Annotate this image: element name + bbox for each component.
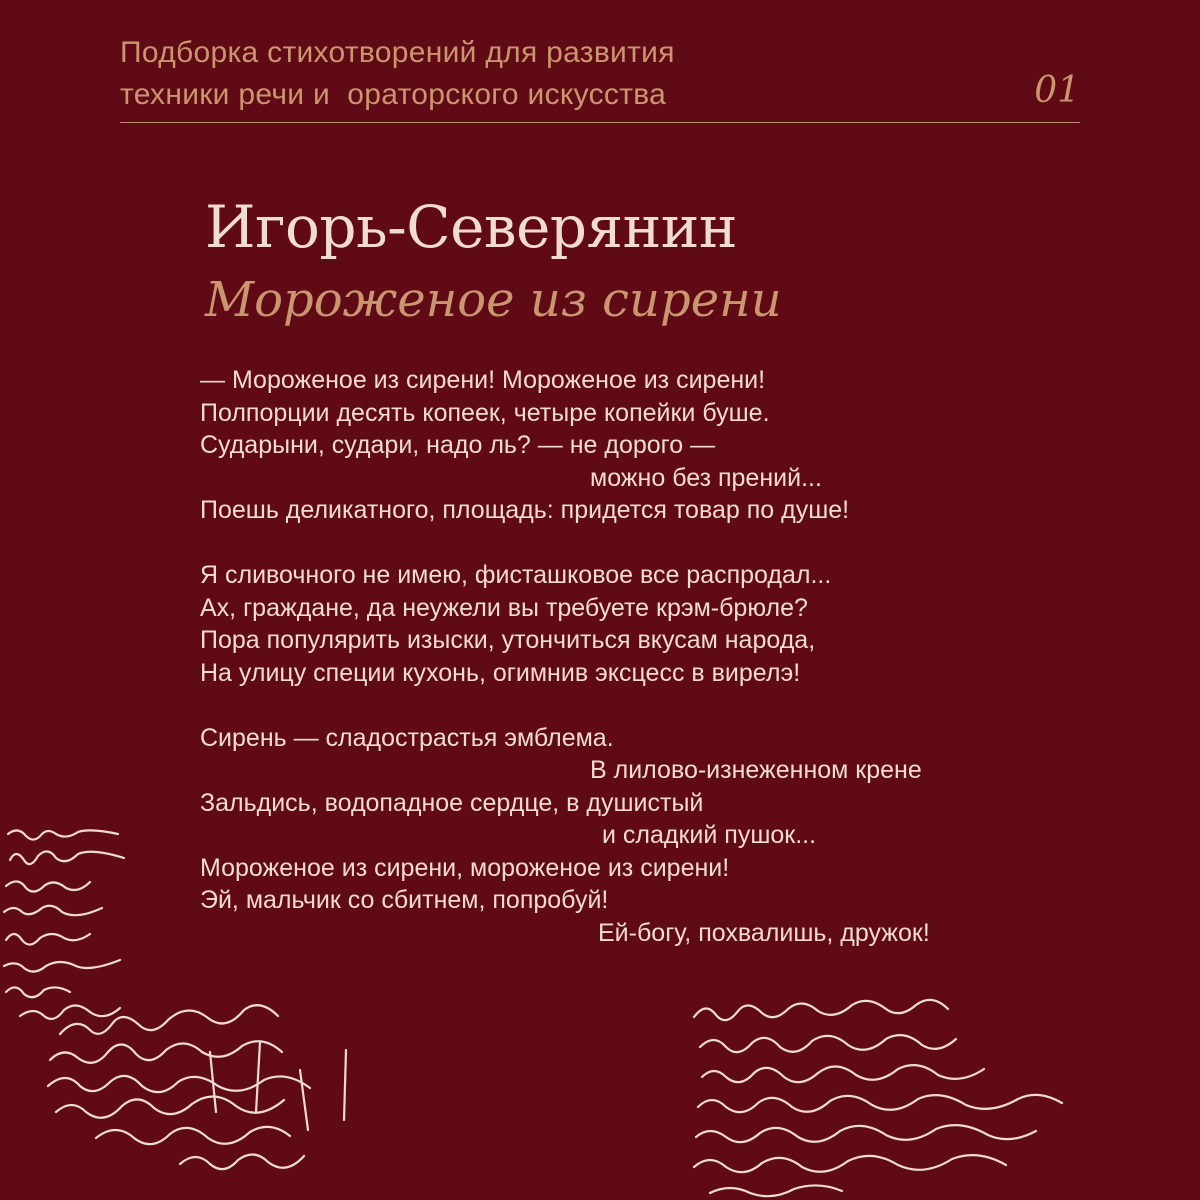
poem-line: Поешь деликатного, площадь: придется товар по душе!	[200, 496, 850, 524]
poem-line: Сударыни, судари, надо ль? — не дорого —	[200, 431, 716, 459]
poem-line: Зальдись, водопадное сердце, в душистый	[200, 788, 704, 817]
handwriting-scribble-left	[0, 820, 420, 1200]
poem-author: Игорь-Северянин	[205, 193, 738, 261]
poem-line: Эй, мальчик со сбитнем, попробуй!	[200, 886, 609, 914]
poem-line: Ей-богу, похвалишь, дружок!	[598, 918, 930, 947]
handwriting-scribble-right	[680, 995, 1190, 1200]
poem-line: — Мороженое из сирени! Мороженое из сирени!	[200, 366, 766, 394]
page-header	[120, 30, 1080, 123]
poem-line: Пора популярить изыски, утончиться вкусам народа,	[200, 626, 816, 654]
collection-title	[120, 32, 675, 116]
page-number: 01	[1034, 70, 1080, 111]
poem-line: На улицу специи кухонь, огимнив эксцесс в вирелэ!	[200, 658, 801, 687]
poem-line: Ах, граждане, да неужели вы требуете крэм-брюле?	[200, 593, 808, 622]
poem-line: Я сливочного не имею, фисташковое все распродал...	[200, 561, 832, 589]
stanza-1	[200, 364, 1060, 527]
poem-line: Сирень — сладострастья эмблема.	[200, 723, 614, 752]
collection-title-line-1: Подборка стихотворений для развития	[120, 36, 675, 69]
poem-title: Мороженое из сирени	[205, 272, 782, 328]
poem-line: можно без прений...	[590, 463, 822, 492]
poem-line: В лилово-изнеженном крене	[590, 756, 922, 784]
poem-line: и сладкий пушок...	[602, 821, 817, 849]
stanza-2	[200, 559, 1060, 689]
poem-line: Полпорции десять копеек, четыре копейки буше.	[200, 398, 770, 427]
poem-line: Мороженое из сирени, мороженое из сирени!	[200, 853, 730, 882]
collection-title-line-2: техники речи и ораторского искусства	[120, 78, 667, 111]
